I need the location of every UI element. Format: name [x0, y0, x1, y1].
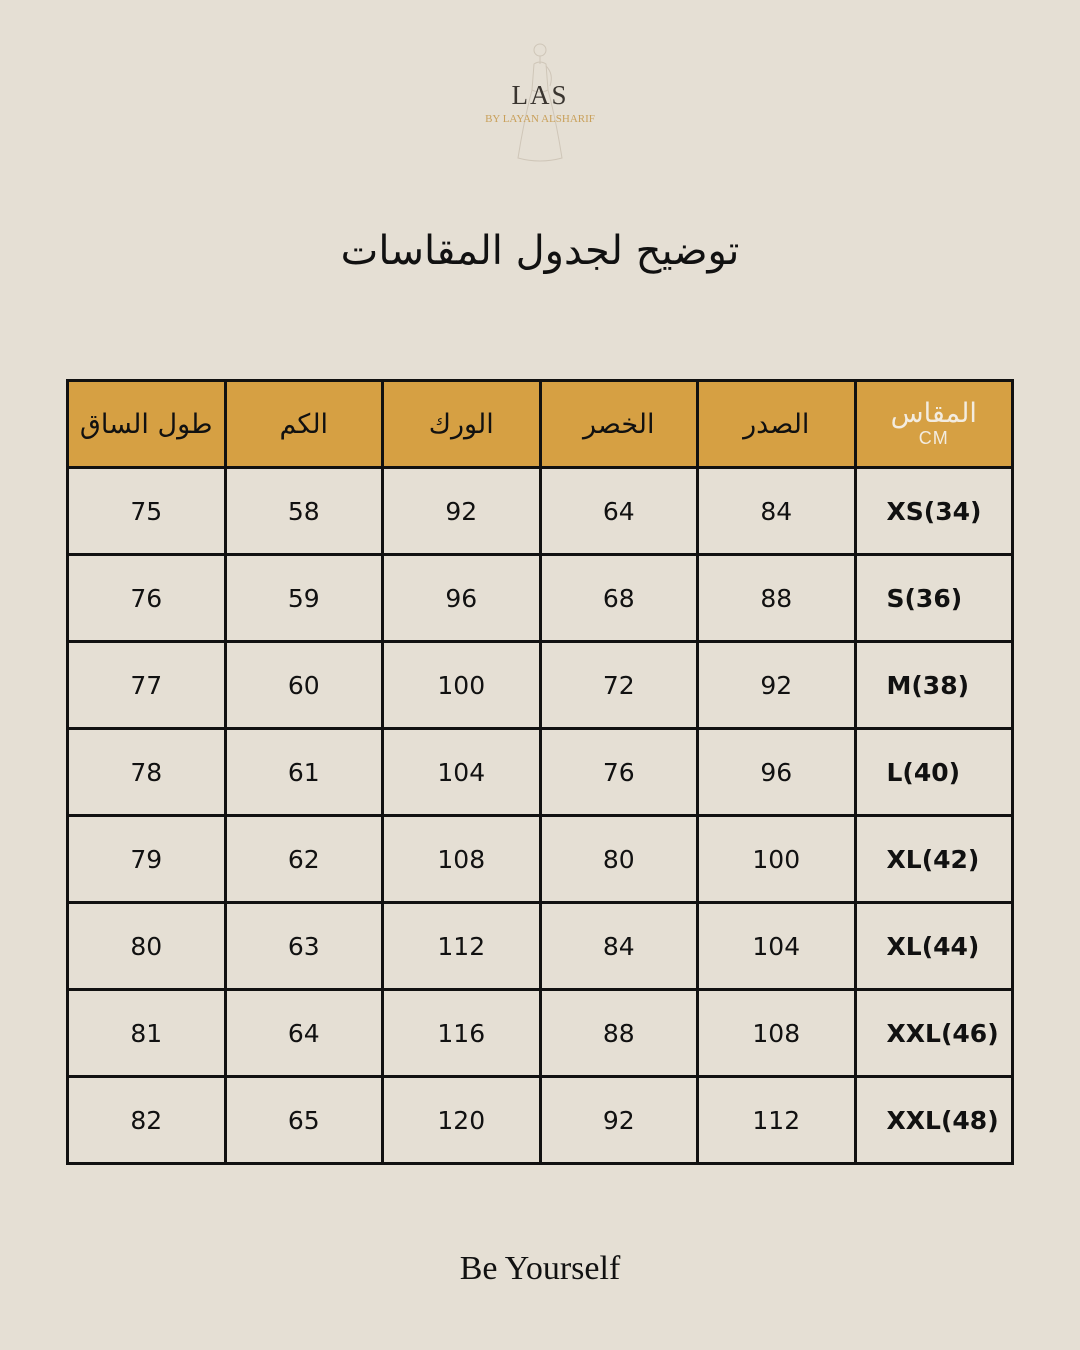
- header-sleeve: الكم: [225, 381, 383, 468]
- table-header-row: [68, 381, 1013, 468]
- hip-cell: 92: [383, 468, 541, 555]
- sleeve-cell: 59: [225, 555, 383, 642]
- table-row: [68, 990, 1013, 1077]
- hip-cell: 108: [383, 816, 541, 903]
- size-cell: XL(44): [855, 903, 1013, 990]
- chest-cell: 84: [698, 468, 856, 555]
- leg-length-cell: 80: [68, 903, 226, 990]
- waist-cell: 80: [540, 816, 698, 903]
- hip-cell: 112: [383, 903, 541, 990]
- waist-cell: 64: [540, 468, 698, 555]
- page-title: توضيح لجدول المقاسات: [340, 228, 740, 274]
- leg-length-cell: 78: [68, 729, 226, 816]
- waist-cell: 92: [540, 1077, 698, 1164]
- waist-cell: 76: [540, 729, 698, 816]
- size-cell: M(38): [855, 642, 1013, 729]
- table-row: [68, 729, 1013, 816]
- waist-cell: 88: [540, 990, 698, 1077]
- chest-cell: 108: [698, 990, 856, 1077]
- leg-length-cell: 76: [68, 555, 226, 642]
- tagline: Be Yourself: [459, 1250, 621, 1287]
- chest-cell: 100: [698, 816, 856, 903]
- sleeve-cell: 65: [225, 1077, 383, 1164]
- table-row: [68, 1077, 1013, 1164]
- brand-logo: [470, 40, 610, 165]
- table-row: [68, 555, 1013, 642]
- leg-length-cell: 75: [68, 468, 226, 555]
- chest-cell: 112: [698, 1077, 856, 1164]
- header-waist: الخصر: [540, 381, 698, 468]
- size-cell: L(40): [855, 729, 1013, 816]
- sleeve-cell: 58: [225, 468, 383, 555]
- table-row: [68, 903, 1013, 990]
- chest-cell: 104: [698, 903, 856, 990]
- size-cell: XXL(48): [855, 1077, 1013, 1164]
- sleeve-cell: 63: [225, 903, 383, 990]
- table-row: [68, 642, 1013, 729]
- size-cell: XS(34): [855, 468, 1013, 555]
- hip-cell: 116: [383, 990, 541, 1077]
- hip-cell: 96: [383, 555, 541, 642]
- table-row: [68, 468, 1013, 555]
- waist-cell: 68: [540, 555, 698, 642]
- leg-length-cell: 81: [68, 990, 226, 1077]
- hip-cell: 104: [383, 729, 541, 816]
- leg-length-cell: 82: [68, 1077, 226, 1164]
- header-hip: الورك: [383, 381, 541, 468]
- sleeve-cell: 62: [225, 816, 383, 903]
- leg-length-cell: 77: [68, 642, 226, 729]
- sleeve-cell: 60: [225, 642, 383, 729]
- header-chest: الصدر: [698, 381, 856, 468]
- chest-cell: 88: [698, 555, 856, 642]
- logo-subtitle: BY LAYAN ALSHARIF: [485, 113, 595, 125]
- size-cell: XXL(46): [855, 990, 1013, 1077]
- header-size-label: المقاس: [890, 398, 977, 430]
- waist-cell: 84: [540, 903, 698, 990]
- size-cell: S(36): [855, 555, 1013, 642]
- size-cell: XL(42): [855, 816, 1013, 903]
- size-chart-table: [66, 379, 1014, 1165]
- table-row: [68, 816, 1013, 903]
- sleeve-cell: 61: [225, 729, 383, 816]
- header-size: [855, 381, 1013, 468]
- sleeve-cell: 64: [225, 990, 383, 1077]
- chest-cell: 92: [698, 642, 856, 729]
- chest-cell: 96: [698, 729, 856, 816]
- header-unit: CM: [918, 427, 949, 448]
- logo-mark: LAS: [511, 80, 569, 110]
- header-leg-length: طول الساق: [68, 381, 226, 468]
- hip-cell: 100: [383, 642, 541, 729]
- waist-cell: 72: [540, 642, 698, 729]
- hip-cell: 120: [383, 1077, 541, 1164]
- leg-length-cell: 79: [68, 816, 226, 903]
